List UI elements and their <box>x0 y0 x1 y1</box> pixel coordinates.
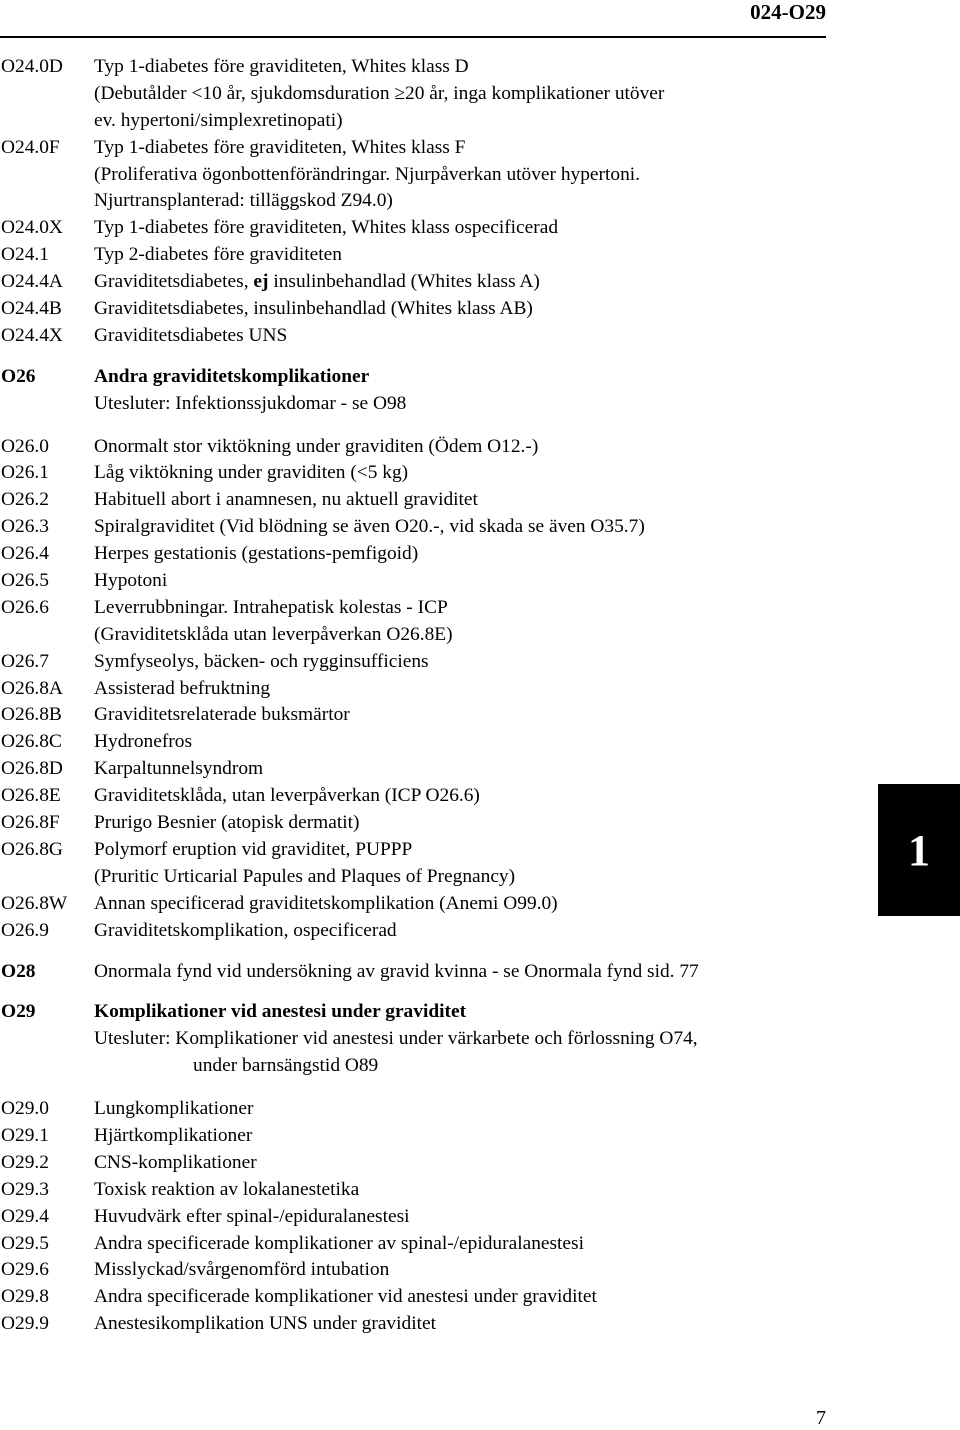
code-description: Huvudvärk efter spinal-/epiduralanestesi <box>94 1205 410 1227</box>
code-label: O29.5 <box>1 1232 49 1254</box>
section-gap <box>0 985 900 999</box>
page-number: 7 <box>816 1407 826 1429</box>
code-label: O26.6 <box>1 596 49 618</box>
code-entry <box>0 1311 900 1338</box>
code-description: (Debutålder <10 år, sjukdomsduration ≥20 år, inga komplikationer utöver <box>94 82 665 104</box>
code-entry <box>0 837 900 864</box>
code-description: Misslyckad/svårgenomförd intubation <box>94 1259 390 1281</box>
code-label: O29.2 <box>1 1151 49 1173</box>
description-text: insulinbehandlad (Whites klass A) <box>268 271 540 293</box>
code-description: (Pruritic Urticarial Papules and Plaques of Pregnancy) <box>94 865 516 887</box>
code-description: Lungkomplikationer <box>94 1098 254 1120</box>
code-description: Assisterad befruktning <box>94 677 271 699</box>
code-label: O26.9 <box>1 919 49 941</box>
code-description: Graviditetsklåda, utan leverpåverkan (ICP O26.6) <box>94 785 480 807</box>
code-label: O29.6 <box>1 1259 49 1281</box>
code-entry <box>0 1096 900 1123</box>
code-label: O24.0X <box>1 217 63 239</box>
code-label: O26.8G <box>1 838 63 860</box>
code-entry <box>0 1123 900 1150</box>
code-entry <box>0 269 900 296</box>
code-label: O26.0 <box>1 435 49 457</box>
description-text: Graviditetsdiabetes, <box>94 271 254 293</box>
code-entry <box>0 783 900 810</box>
code-description: (Proliferativa ögonbottenförändringar. Njurpåverkan utöver hypertoni. <box>94 163 640 185</box>
chapter-tab-label: 1 <box>908 825 930 875</box>
code-entry <box>0 296 900 323</box>
code-label: O29.4 <box>1 1205 49 1227</box>
code-description: Graviditetskomplikation, ospecificerad <box>94 919 397 941</box>
code-description: Symfyseolys, bäcken- och rygginsufficiens <box>94 650 429 672</box>
code-description: Onormalt stor viktökning under graviditen (Ödem O12.-) <box>94 435 539 457</box>
code-label: O29.3 <box>1 1178 49 1200</box>
category-code: O29 <box>1 1001 36 1023</box>
code-entry <box>0 676 900 703</box>
code-description: Hypotoni <box>94 570 168 592</box>
code-label: O26.8E <box>1 785 61 807</box>
code-description: Andra specificerade komplikationer av spinal-/epiduralanestesi <box>94 1232 584 1254</box>
category-heading <box>0 364 900 391</box>
code-label: O29.0 <box>1 1098 49 1120</box>
code-entry <box>0 918 900 945</box>
code-entry <box>0 460 900 487</box>
code-description: Herpes gestationis (gestations-pemfigoid) <box>94 543 419 565</box>
section-gap <box>0 1080 900 1096</box>
code-description: Spiralgraviditet (Vid blödning se även O20.-, vid skada se även O35.7) <box>94 516 645 538</box>
code-description: Låg viktökning under graviditen (<5 kg) <box>94 462 409 484</box>
exclusion-note <box>0 391 900 418</box>
code-description: Andra specificerade komplikationer vid anestesi under graviditet <box>94 1286 597 1308</box>
code-list <box>0 54 900 1338</box>
code-description: Leverrubbningar. Intrahepatisk kolestas - ICP <box>94 596 448 618</box>
code-description: Graviditetsrelaterade buksmärtor <box>94 704 350 726</box>
code-label: O26.1 <box>1 462 49 484</box>
code-description: Onormala fynd vid undersökning av gravid kvinna - se Onormala fynd sid. 77 <box>94 960 699 982</box>
section-gap <box>0 350 900 364</box>
code-label: O24.1 <box>1 244 49 266</box>
emphasis-text: ej <box>253 271 269 293</box>
code-description: Graviditetsdiabetes UNS <box>94 324 288 346</box>
code-label: O26.8F <box>1 812 60 834</box>
code-entry <box>0 541 900 568</box>
exclusion-text: under barnsängstid O89 <box>193 1055 379 1077</box>
code-entry <box>0 1204 900 1231</box>
category-heading <box>0 999 900 1026</box>
code-entry <box>0 649 900 676</box>
code-label: O26.4 <box>1 543 49 565</box>
code-description: Anestesikomplikation UNS under graviditet <box>94 1313 436 1335</box>
code-label: O26.2 <box>1 489 49 511</box>
code-entry <box>0 514 900 541</box>
code-entry <box>0 434 900 461</box>
code-description: CNS-komplikationer <box>94 1151 257 1173</box>
code-entry <box>0 1284 900 1311</box>
code-description: Graviditetsdiabetes, insulinbehandlad (Whites klass AB) <box>94 298 533 320</box>
code-description: Typ 2-diabetes före graviditeten <box>94 244 342 266</box>
code-description: ev. hypertoni/simplexretinopati) <box>94 109 343 131</box>
code-entry <box>0 1257 900 1284</box>
code-label: O29.8 <box>1 1286 49 1308</box>
code-label: O24.0D <box>1 56 63 77</box>
exclusion-note <box>0 1026 900 1053</box>
code-label: O26.7 <box>1 650 49 672</box>
code-entry <box>0 891 900 918</box>
code-continuation <box>0 162 900 189</box>
code-entry <box>0 756 900 783</box>
code-entry <box>0 242 900 269</box>
code-entry <box>0 135 900 162</box>
code-entry <box>0 54 900 81</box>
code-entry <box>0 323 900 350</box>
category-code: O26 <box>1 365 36 387</box>
code-label: O29.1 <box>1 1124 49 1146</box>
code-label: O24.4A <box>1 271 63 293</box>
code-label: O24.4X <box>1 324 63 346</box>
code-continuation <box>0 81 900 108</box>
category-title: Andra graviditetskomplikationer <box>94 365 370 387</box>
code-entry <box>0 702 900 729</box>
code-entry <box>0 1150 900 1177</box>
code-description: Typ 1-diabetes före graviditeten, Whites klass F <box>94 136 466 158</box>
exclusion-text: Utesluter: Komplikationer vid anestesi under värkarbete och förlossning O74, <box>94 1028 698 1050</box>
code-description <box>94 269 540 296</box>
section-gap <box>0 418 900 434</box>
code-continuation <box>0 188 900 215</box>
code-description: Karpaltunnelsyndrom <box>94 758 264 780</box>
code-continuation <box>0 864 900 891</box>
code-label: O26.8D <box>1 758 63 780</box>
code-entry <box>0 1231 900 1258</box>
code-entry <box>0 487 900 514</box>
code-label: O26.3 <box>1 516 49 538</box>
code-description: Typ 1-diabetes före graviditeten, Whites klass D <box>94 56 469 77</box>
category-title: Komplikationer vid anestesi under graviditet <box>94 1001 467 1023</box>
code-label: O24.4B <box>1 298 62 320</box>
code-label: O26.8A <box>1 677 63 699</box>
section-gap <box>0 945 900 959</box>
code-label: O24.0F <box>1 136 60 158</box>
category-entry <box>0 959 900 986</box>
code-description: Prurigo Besnier (atopisk dermatit) <box>94 812 360 834</box>
code-description: Toxisk reaktion av lokalanestetika <box>94 1178 360 1200</box>
code-label: O26.5 <box>1 570 49 592</box>
code-description: Hydronefros <box>94 731 193 753</box>
code-entry <box>0 215 900 242</box>
code-description: (Graviditetsklåda utan leverpåverkan O26.8E) <box>94 623 453 645</box>
code-description: Typ 1-diabetes före graviditeten, Whites klass ospecificerad <box>94 217 559 239</box>
code-continuation <box>0 622 900 649</box>
code-entry <box>0 729 900 756</box>
code-label: O26.8W <box>1 892 68 914</box>
code-description: Njurtransplanterad: tilläggskod Z94.0) <box>94 190 393 212</box>
exclusion-note <box>0 1053 900 1080</box>
code-label: O26.8C <box>1 731 62 753</box>
code-description: Habituell abort i anamnesen, nu aktuell graviditet <box>94 489 478 511</box>
code-entry <box>0 568 900 595</box>
page-header-range: 024-O29 <box>750 0 826 24</box>
code-description: Hjärtkomplikationer <box>94 1124 253 1146</box>
code-entry <box>0 1177 900 1204</box>
category-code: O28 <box>1 960 36 982</box>
code-entry <box>0 810 900 837</box>
code-label: O26.8B <box>1 704 62 726</box>
code-entry <box>0 595 900 622</box>
code-continuation <box>0 108 900 135</box>
header-rule <box>0 36 826 38</box>
code-description: Polymorf eruption vid graviditet, PUPPP <box>94 838 413 860</box>
code-label: O29.9 <box>1 1313 49 1335</box>
chapter-tab <box>878 784 960 916</box>
code-description: Annan specificerad graviditetskomplikation (Anemi O99.0) <box>94 892 558 914</box>
exclusion-text: Utesluter: Infektionssjukdomar - se O98 <box>94 392 407 414</box>
